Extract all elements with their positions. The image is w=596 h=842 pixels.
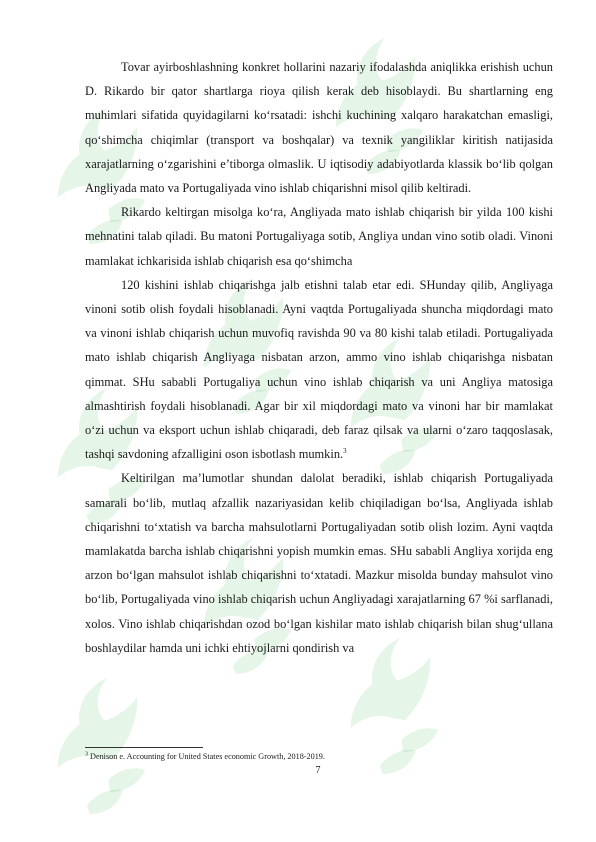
footnote-text: Denison e. Accounting for United States economic Growth, 2018-2019. xyxy=(88,752,325,761)
footnote xyxy=(85,752,555,762)
page-number: 7 xyxy=(315,765,321,776)
body-text xyxy=(85,55,553,660)
footnote-marker: 3 xyxy=(85,751,88,758)
footnote-reference[interactable]: 3 xyxy=(343,447,347,456)
paragraph-3 xyxy=(85,273,553,467)
paragraph-3-text: 120 kishini ishlab chiqarishga jalb etishni talab etar edi. SHunday qilib, Angliyaga vinoni sotib olish foydali hisoblanadi. Ayni vaqtda Portugaliyada shuncha miqdordagi mato va vinoni ishlab chiqarish uchun muvofiq ravishda 90 va 80 kishi talab etiladi. Portugaliyada mato ishlab chiqarish Angliyaga nisbatan arzon, ammo vino ishlab chiqarishga nisbatan qimmat. SHu sababli Portugaliya uchun vino ishlab chiqarish va uni Angliya matosiga almashtirish foydali hisoblanadi. Agar bir xil miqdordagi mato va vinoni har bir mamlakat o‘zi uchun va eksport uchun ishlab chiqaradi, deb faraz qilsak va ularni o‘zaro taqqoslasak, tashqi savdoning afzalligini oson isbotlash mumkin. xyxy=(85,277,553,462)
paragraph-4: Keltirilgan ma’lumotlar shundan dalolat beradiki, ishlab chiqarish Portugaliyada samarali bo‘lib, mutlaq afzallik nazariyasidan kelib chiqiladigan bo‘lsa, Angliyada ishlab chiqarishni to‘xtatish va barcha mahsulotlarni Portugaliyadan sotib olish lozim. Ayni vaqtda mamlakatda barcha ishlab chiqarishni yopish mumkin emas. SHu sababli Angliya xorijda eng arzon bo‘lgan mahsulot ishlab chiqarishni to‘xtatadi. Mazkur misolda bunday mahsulot vino bo‘lib, Portugaliyada vino ishlab chiqarish uchun Angliyadagi xarajatlarning 67 %i sarflanadi, xolos. Vino ishlab chiqarishdan ozod bo‘lgan kishilar mato ishlab chiqarish bilan shug‘ullana boshlaydilar hamda uni ichki ehtiyojlarni qondirish va xyxy=(85,471,553,655)
paragraph-2: Rikardo keltirgan misolga ko‘ra, Angliyada mato ishlab chiqarish bir yilda 100 kishi mehnatini talab qiladi. Bu matoni Portugaliyaga sotib, Angliya undan vino sotib oladi. Vinoni mamlakat ichkarisida ishlab chiqarish esa qo‘shimcha xyxy=(85,205,553,268)
footnote-separator xyxy=(85,747,203,748)
paragraph-1: Tovar ayirboshlashning konkret hollarini nazariy ifodalashda aniqlikka erishish uchun D. Rikardo bir qator shartlarga rioya qilish kerak deb hisoblaydi. Bu shartlarning eng muhimlari sifatida quyidagilarni ko‘rsatadi: ishchi kuchining xalqaro harakatchan emasligi, qo‘shimcha chiqimlar (transport va boshqalar) va texnik yangiliklar kiritish natijasida xarajatlarning o‘zgarishini e’tiborga olmaslik. U iqtisodiy adabiyotlarda klassik bo‘lib qolgan Angliyada mato va Portugaliyada vino ishlab chiqarishni misol qilib keltiradi. xyxy=(85,60,553,196)
